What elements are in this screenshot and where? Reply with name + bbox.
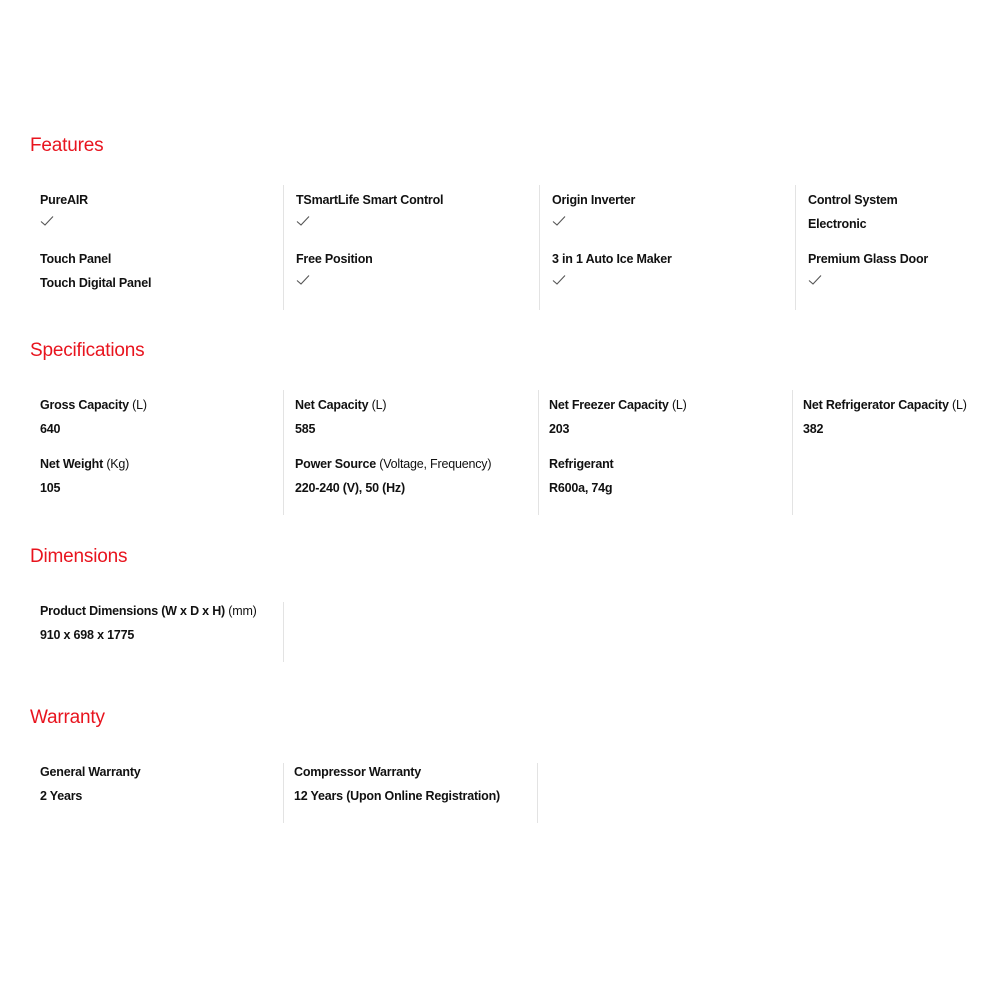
section-title-warranty: Warranty [30,707,105,728]
specifications-section [0,340,1000,520]
warranty-column-2 [284,763,538,823]
section-title-features: Features [30,135,104,156]
spec-label: Net Refrigerator Capacity (L) [803,398,967,412]
section-title-dimensions: Dimensions [30,546,128,567]
warranty-value: 12 Years (Upon Online Registration) [294,789,501,803]
spec-label: Gross Capacity (L) [40,398,147,412]
features-column-2 [286,185,540,310]
spec-value: 220-240 (V), 50 (Hz) [295,481,405,495]
feature-label: Origin Inverter [552,193,636,207]
feature-label: Touch Panel [40,252,112,266]
specs-column-2 [285,390,539,515]
spec-label: Refrigerant [549,457,614,471]
warranty-value: 2 Years [40,789,83,803]
feature-label: TSmartLife Smart Control [296,193,444,207]
checkmark-icon [40,215,54,227]
dimensions-section [0,546,1000,666]
feature-label: 3 in 1 Auto Ice Maker [552,252,672,266]
features-section [0,135,1000,315]
specs-column-3 [539,390,793,515]
dimensions-column-1 [30,602,284,662]
spec-label: Net Freezer Capacity (L) [549,398,687,412]
spec-label: Net Weight (Kg) [40,457,130,471]
features-column-4 [798,185,1000,310]
section-title-specifications: Specifications [30,340,145,361]
warranty-label: Compressor Warranty [294,765,422,779]
spec-value: 585 [295,422,316,436]
spec-label: Net Capacity (L) [295,398,387,412]
checkmark-icon [808,274,822,286]
feature-value: Electronic [808,217,867,231]
specs-column-1 [30,390,284,515]
features-column-3 [542,185,796,310]
feature-label: Control System [808,193,898,207]
checkmark-icon [552,215,566,227]
spec-value: 640 [40,422,61,436]
warranty-label: General Warranty [40,765,141,779]
specs-column-4 [793,390,1000,515]
spec-value: 382 [803,422,824,436]
features-column-1 [30,185,284,310]
spec-label: Power Source (Voltage, Frequency) [295,457,492,471]
feature-label: Premium Glass Door [808,252,929,266]
warranty-column-1 [30,763,284,823]
checkmark-icon [552,274,566,286]
spec-value: 203 [549,422,570,436]
dimension-value: 910 x 698 x 1775 [40,628,135,642]
feature-label: Free Position [296,252,373,266]
feature-value: Touch Digital Panel [40,276,152,290]
checkmark-icon [296,274,310,286]
checkmark-icon [296,215,310,227]
feature-label: PureAIR [40,193,88,207]
spec-value: R600a, 74g [549,481,613,495]
warranty-section [0,707,1000,827]
dimension-label: Product Dimensions (W x D x H) (mm) [40,604,257,618]
spec-value: 105 [40,481,61,495]
